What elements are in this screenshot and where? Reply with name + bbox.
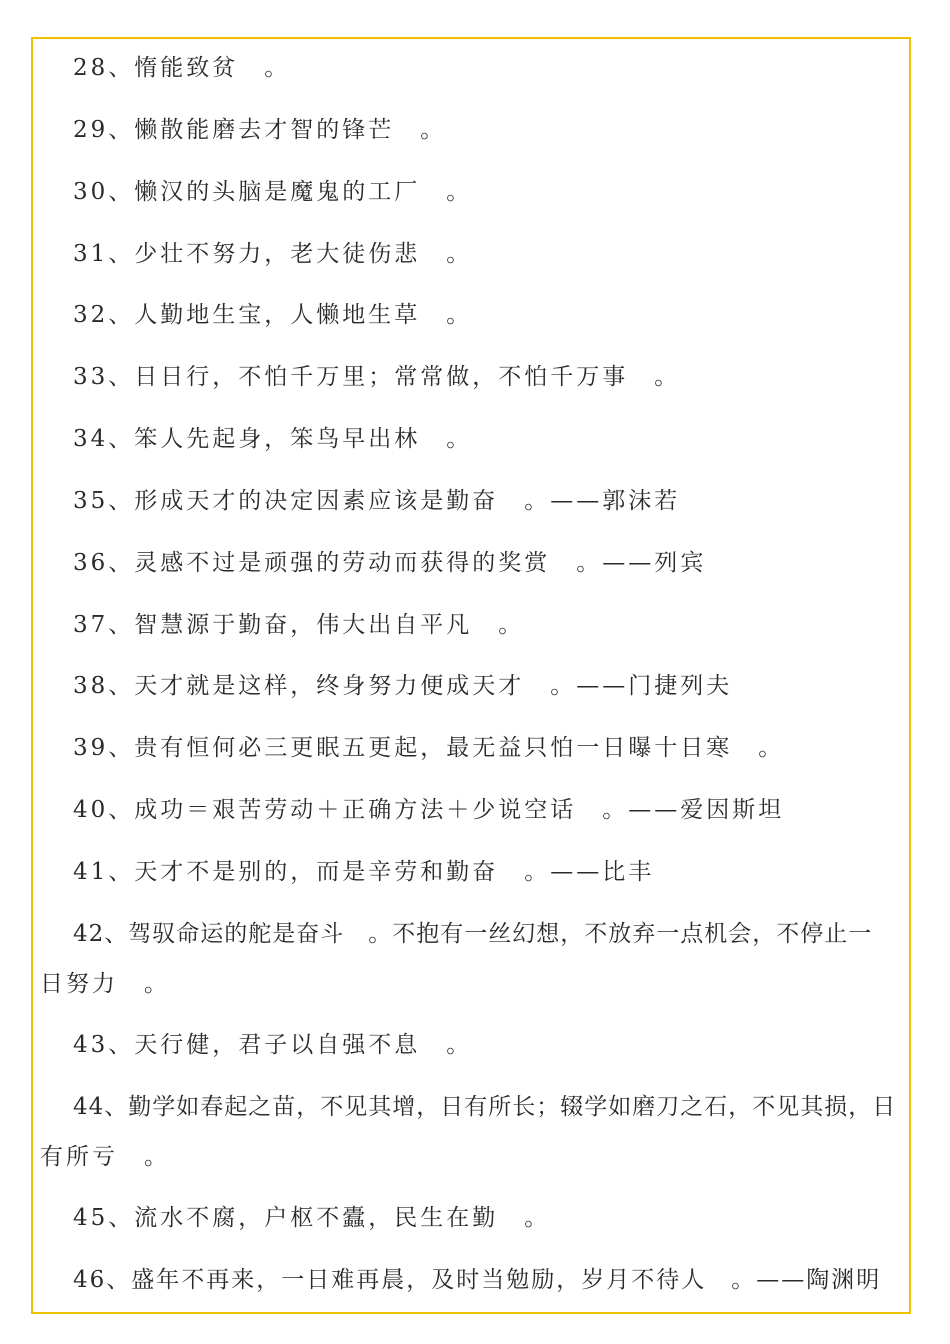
quote-line-30: 30、懒汉的头脑是魔鬼的工厂 。 <box>73 179 473 205</box>
quote-line-40: 40、成功＝艰苦劳动＋正确方法＋少说空话 。——爱因斯坦 <box>73 797 785 823</box>
quote-line-37: 37、智慧源于勤奋，伟大出自平凡 。 <box>73 612 525 638</box>
quote-line-29: 29、懒散能磨去才智的锋芒 。 <box>73 117 447 143</box>
quote-line-41: 41、天才不是别的，而是辛劳和勤奋 。——比丰 <box>73 859 655 885</box>
quote-line-44-cont: 有所亏 。 <box>40 1144 170 1170</box>
quote-line-39: 39、贵有恒何必三更眠五更起，最无益只怕一日曝十日寒 。 <box>73 735 785 761</box>
quote-line-32: 32、人勤地生宝，人懒地生草 。 <box>73 302 473 328</box>
quote-line-46: 46、盛年不再来，一日难再晨，及时当勉励，岁月不待人 。——陶渊明 <box>73 1267 882 1293</box>
quote-line-35: 35、形成天才的决定因素应该是勤奋 。——郭沫若 <box>73 488 681 514</box>
quote-line-43: 43、天行健，君子以自强不息 。 <box>73 1032 473 1058</box>
quote-line-34: 34、笨人先起身，笨鸟早出林 。 <box>73 426 473 452</box>
quote-line-38: 38、天才就是这样，终身努力便成天才 。——门捷列夫 <box>73 673 733 699</box>
quote-line-42: 42、驾驭命运的舵是奋斗 。不抱有一丝幻想，不放弃一点机会，不停止一 <box>73 921 873 947</box>
quote-line-31: 31、少壮不努力，老大徒伤悲 。 <box>73 241 473 267</box>
quote-line-28: 28、惰能致贫 。 <box>73 55 291 81</box>
quote-line-36: 36、灵感不过是顽强的劳动而获得的奖赏 。——列宾 <box>73 550 707 576</box>
quote-line-44: 44、勤学如春起之苗，不见其增，日有所长；辍学如磨刀之石，不见其损，日 <box>73 1094 897 1120</box>
quote-line-42-cont: 日努力 。 <box>40 971 170 997</box>
quote-line-45: 45、流水不腐，户枢不蠹，民生在勤 。 <box>73 1205 551 1231</box>
quote-line-33: 33、日日行，不怕千万里；常常做，不怕千万事 。 <box>73 364 681 390</box>
